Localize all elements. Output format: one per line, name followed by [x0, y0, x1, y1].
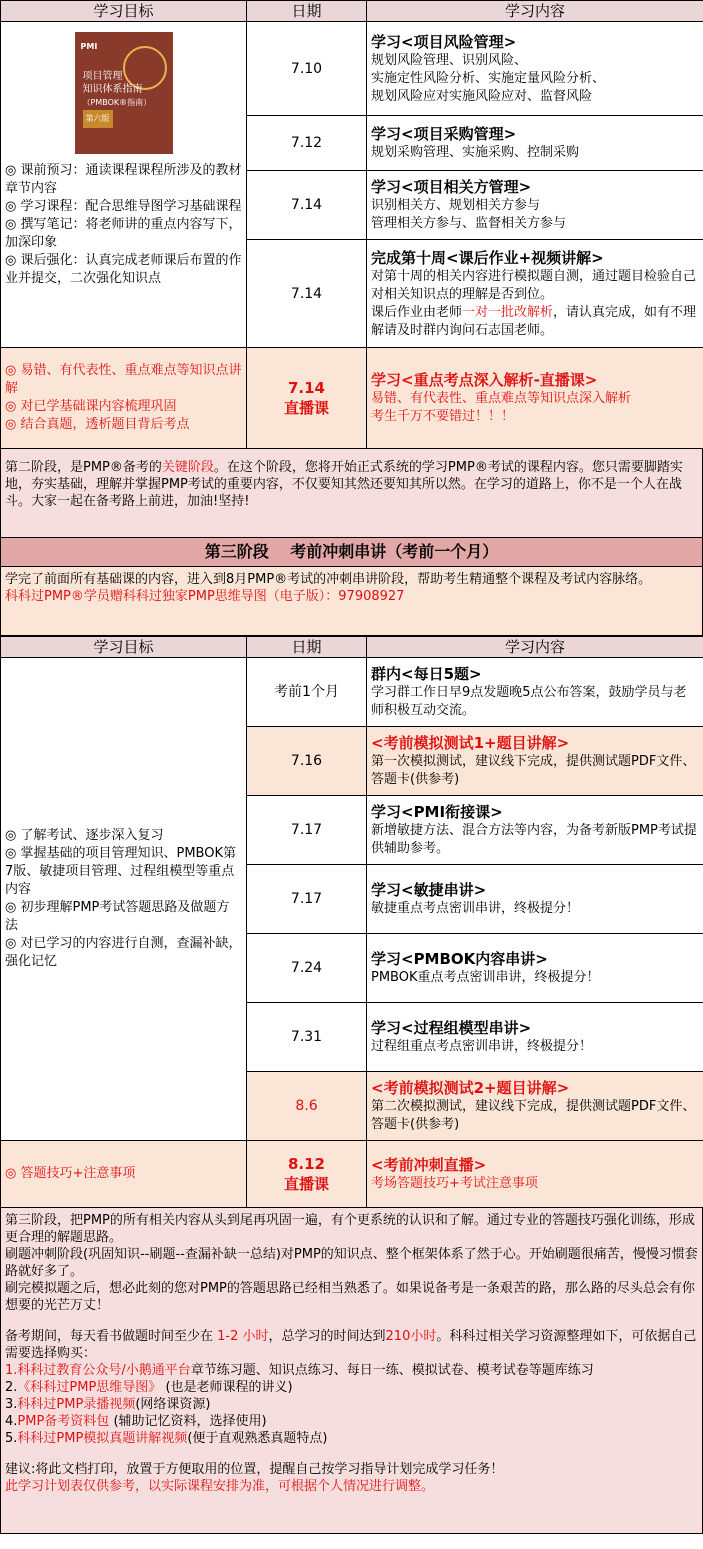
date-cell: 7.12: [247, 116, 367, 171]
live-content-cell: 学习<重点考点深入解析-直播课> 易错、有代表性、重点难点等知识点深入解析 考生千万不要错过！！！: [367, 348, 703, 449]
header-content: 学习内容: [367, 637, 703, 658]
stage3-intro: 学完了前面所有基础课的内容，进入到8月PMP®考试的冲刺串讲阶段，帮助考生精通整个课程及考试内容脉络。 科科过PMP®学员赠科科过独家PMP思维导图（电子版）：97908927: [0, 567, 703, 636]
goal-item: ◎ 对已学基础课内容梳理巩固: [5, 399, 177, 414]
content-cell: 学习<PMI衔接课> 新增敏捷方法、混合方法等内容，为备考新版PMP考试提供辅助参考。: [367, 796, 703, 865]
content-title: 学习<重点考点深入解析-直播课>: [371, 371, 598, 389]
date-cell: 7.17: [247, 865, 367, 934]
content-title: <考前模拟测试1+题目讲解>: [371, 734, 570, 752]
goal-item: ◎ 撰写笔记：将老师讲的重点内容写下，加深印象: [5, 217, 242, 250]
goal-item: ◎ 易错、有代表性、重点难点等知识点讲解: [5, 363, 242, 396]
goal-item: ◎ 学习课程：配合思维导图学习基础课程: [5, 199, 242, 214]
date-cell: 7.16: [247, 727, 367, 796]
resource-item: 2.《科科过PMP思维导图》 (也是老师课程的讲义): [5, 1380, 293, 1395]
goal-item: ◎ 掌握基础的项目管理知识、PMBOK第7版、敏捷项目管理、过程组模型等重点内容: [5, 846, 236, 897]
key-stage-highlight: 关键阶段: [161, 460, 214, 475]
date-cell: 7.10: [247, 22, 367, 116]
goal-cell: [1, 22, 247, 348]
book-edition: 第六版: [83, 110, 113, 128]
study-time-note: 备考期间，每天看书做题时间至少在 1-2 小时，总学习的时间达到210小时。科科过相关学习资源整理如下，可依据自己需要选择购买：: [5, 1329, 697, 1361]
date-cell: 7.14: [247, 240, 367, 348]
content-cell: 完成第十周<课后作业+视频讲解> 对第十周的相关内容进行模拟题自测，通过题目检验自己对相关知识点的理解是否到位。 课后作业由老师一对一批改解析，请认真完成，如有不理解请及时群内询问石志国老师。: [367, 240, 703, 348]
date-cell: 7.17: [247, 796, 367, 865]
advice-note: 建议:将此文档打印，放置于方便取用的位置，提醒自己按学习指导计划完成学习任务！: [5, 1462, 504, 1477]
pmi-logo: PMI: [80, 42, 98, 51]
live-content-cell: <考前冲刺直播> 考场答题技巧+考试注意事项: [367, 1141, 703, 1208]
content-title: 群内<每日5题>: [371, 665, 482, 683]
stage2-summary: 第二阶段，是PMP®备考的关键阶段。在这个阶段，您将开始正式系统的学习PMP®考试的课程内容。您只需要脚踏实地，夯实基础，理解并掌握PMP考试的重要内容，不仅要知其然还要知其所以然。在学习的道路上，你不是一个人在战斗。大家一起在备考路上前进，加油!坚持!: [0, 449, 703, 538]
content-cell: 学习<项目风险管理> 规划风险管理、识别风险、 实施定性风险分析、实施定量风险分析、 规划风险应对实施风险应对、监督风险: [367, 22, 703, 116]
header-date: 日期: [247, 637, 367, 658]
resource-item: 4.PMP备考资料包 (辅助记忆资料，选择使用): [5, 1414, 267, 1429]
goal-item: ◎ 课后强化：认真完成老师课后布置的作业并提交，二次强化知识点: [5, 253, 242, 286]
header-goal: 学习目标: [1, 637, 247, 658]
live-date-cell: 7.14 直播课: [247, 348, 367, 449]
content-cell: 学习<项目相关方管理> 识别相关方、规划相关方参与 管理相关方参与、监督相关方参与: [367, 171, 703, 240]
live-row: [1, 1141, 703, 1208]
content-cell: 学习<过程组模型串讲> 过程组重点考点密训串讲，终极提分！: [367, 1003, 703, 1072]
content-title: 学习<PMI衔接课>: [371, 803, 503, 821]
goal-cell: [1, 658, 247, 1141]
goal-item: ◎ 了解考试、逐步深入复习: [5, 828, 164, 843]
content-title: 学习<过程组模型串讲>: [371, 1019, 532, 1037]
live-goal-cell: ◎ 答题技巧+注意事项: [1, 1141, 247, 1208]
date-cell: 8.6: [247, 1072, 367, 1141]
pmbok-book-cover-image: [75, 32, 173, 154]
stage2-table: [0, 0, 703, 449]
live-goal-cell: [1, 348, 247, 449]
content-cell: <考前模拟测试2+题目讲解> 第二次模拟测试，建议线下完成，提供测试题PDF文件、答题卡(供参考): [367, 1072, 703, 1141]
content-title: 学习<项目风险管理>: [371, 32, 517, 51]
content-cell: <考前模拟测试1+题目讲解> 第一次模拟测试，建议线下完成，提供测试题PDF文件、答题卡(供参考): [367, 727, 703, 796]
homework-note: 课后作业由老师一对一批改解析，请认真完成，如有不理解请及时群内询问石志国老师。: [371, 304, 697, 338]
disclaimer-note: 此学习计划表仅供参考，以实际课程安排为准，可根据个人情况进行调整。: [5, 1479, 435, 1494]
date-cell: 7.24: [247, 934, 367, 1003]
table-row: [1, 22, 703, 116]
table-header: [1, 1, 703, 22]
content-cell: 学习<PMBOK内容串讲> PMBOK重点考点密训串讲，终极提分！: [367, 934, 703, 1003]
stage3-heading: 第三阶段 考前冲刺串讲（考前一个月）: [0, 538, 703, 567]
goal-item: ◎ 结合真题，透析题目背后考点: [5, 417, 190, 432]
content-title: <考前冲刺直播>: [371, 1156, 487, 1174]
content-cell: 群内<每日5题> 学习群工作日早9点发题晚5点公布答案，鼓励学员与老师积极互动交流。: [367, 658, 703, 727]
date-cell: 考前1个月: [247, 658, 367, 727]
goal-item: ◎ 课前预习：通读课程课程所涉及的教材章节内容: [5, 163, 242, 196]
date-cell: 7.14: [247, 171, 367, 240]
stage3-summary: 第三阶段，把PMP的所有相关内容从头到尾再巩固一遍，有个更系统的认识和了解。通过专业的答题技巧强化训练，形成更合理的解题思路。 刷题冲刺阶段(巩固知识--刷题--查漏补缺一总结)对PMP的知识点、整个框架体系了然于心。开始刷题很痛苦，慢慢习惯套路就好多了。 刷完模拟题之后，想必此刻的您对PMP的答题思路已经相当熟悉了。如果说备考是一条艰苦的路，那么路的尽头总会有你想要的光芒万丈！ 备考期间，每天看书做题时间至少在 1-2 小时，总学习的时间达到210小时。科科过相关学习资源整理如下，可依据自己需要选择购买： 1.科科过教育公众号/小鹅通平台章节练习题、知识点练习、每日一练、模拟试卷、模考试卷等题库练习 2.《科科过PMP思维导图》 (也是老师课程的讲义) 3.科科过PMP录播视频(网络课资源) 4.PMP备考资料包 (辅助记忆资料，选择使用) 5.科科过PMP模拟真题讲解视频(便于直观熟悉真题特点) 建议:将此文档打印，放置于方便取用的位置，提醒自己按学习指导计划完成学习任务！ 此学习计划表仅供参考，以实际课程安排为准，可根据个人情况进行调整。: [0, 1208, 703, 1534]
content-cell: 学习<敏捷串讲> 敏捷重点考点密训串讲，终极提分！: [367, 865, 703, 934]
content-title: 学习<PMBOK内容串讲>: [371, 950, 548, 968]
content-cell: 学习<项目采购管理> 规划采购管理、实施采购、控制采购: [367, 116, 703, 171]
mindmap-gift: 科科过PMP®学员赠科科过独家PMP思维导图（电子版）：97908927: [5, 589, 405, 604]
content-title: 学习<项目采购管理>: [371, 125, 517, 143]
live-date-cell: 8.12 直播课: [247, 1141, 367, 1208]
resource-item: 5.科科过PMP模拟真题讲解视频(便于直观熟悉真题特点): [5, 1431, 328, 1446]
book-title: 项目管理 知识体系指南 （PMBOK®指南）: [82, 71, 152, 107]
resource-item: 3.科科过PMP录播视频(网络课资源): [5, 1397, 211, 1412]
content-title: <考前模拟测试2+题目讲解>: [371, 1079, 570, 1097]
content-title: 学习<敏捷串讲>: [371, 881, 487, 899]
table-header: [1, 637, 703, 658]
header-content: 学习内容: [367, 1, 703, 22]
stage3-table: [0, 636, 703, 1208]
live-row: [1, 348, 703, 449]
date-cell: 7.31: [247, 1003, 367, 1072]
header-date: 日期: [247, 1, 367, 22]
content-title: 学习<项目相关方管理>: [371, 178, 532, 196]
header-goal: 学习目标: [1, 1, 247, 22]
table-row: [1, 658, 703, 727]
one-on-one-highlight: 一对一批改解析: [462, 304, 554, 320]
goal-item: ◎ 对已学习的内容进行自测，查漏补缺，强化记忆: [5, 936, 242, 969]
goal-item: ◎ 初步理解PMP考试答题思路及做题方法: [5, 900, 230, 933]
resource-item: 1.科科过教育公众号/小鹅通平台章节练习题、知识点练习、每日一练、模拟试卷、模考试卷等题库练习: [5, 1363, 594, 1378]
content-title: 完成第十周<课后作业+视频讲解>: [371, 248, 604, 267]
